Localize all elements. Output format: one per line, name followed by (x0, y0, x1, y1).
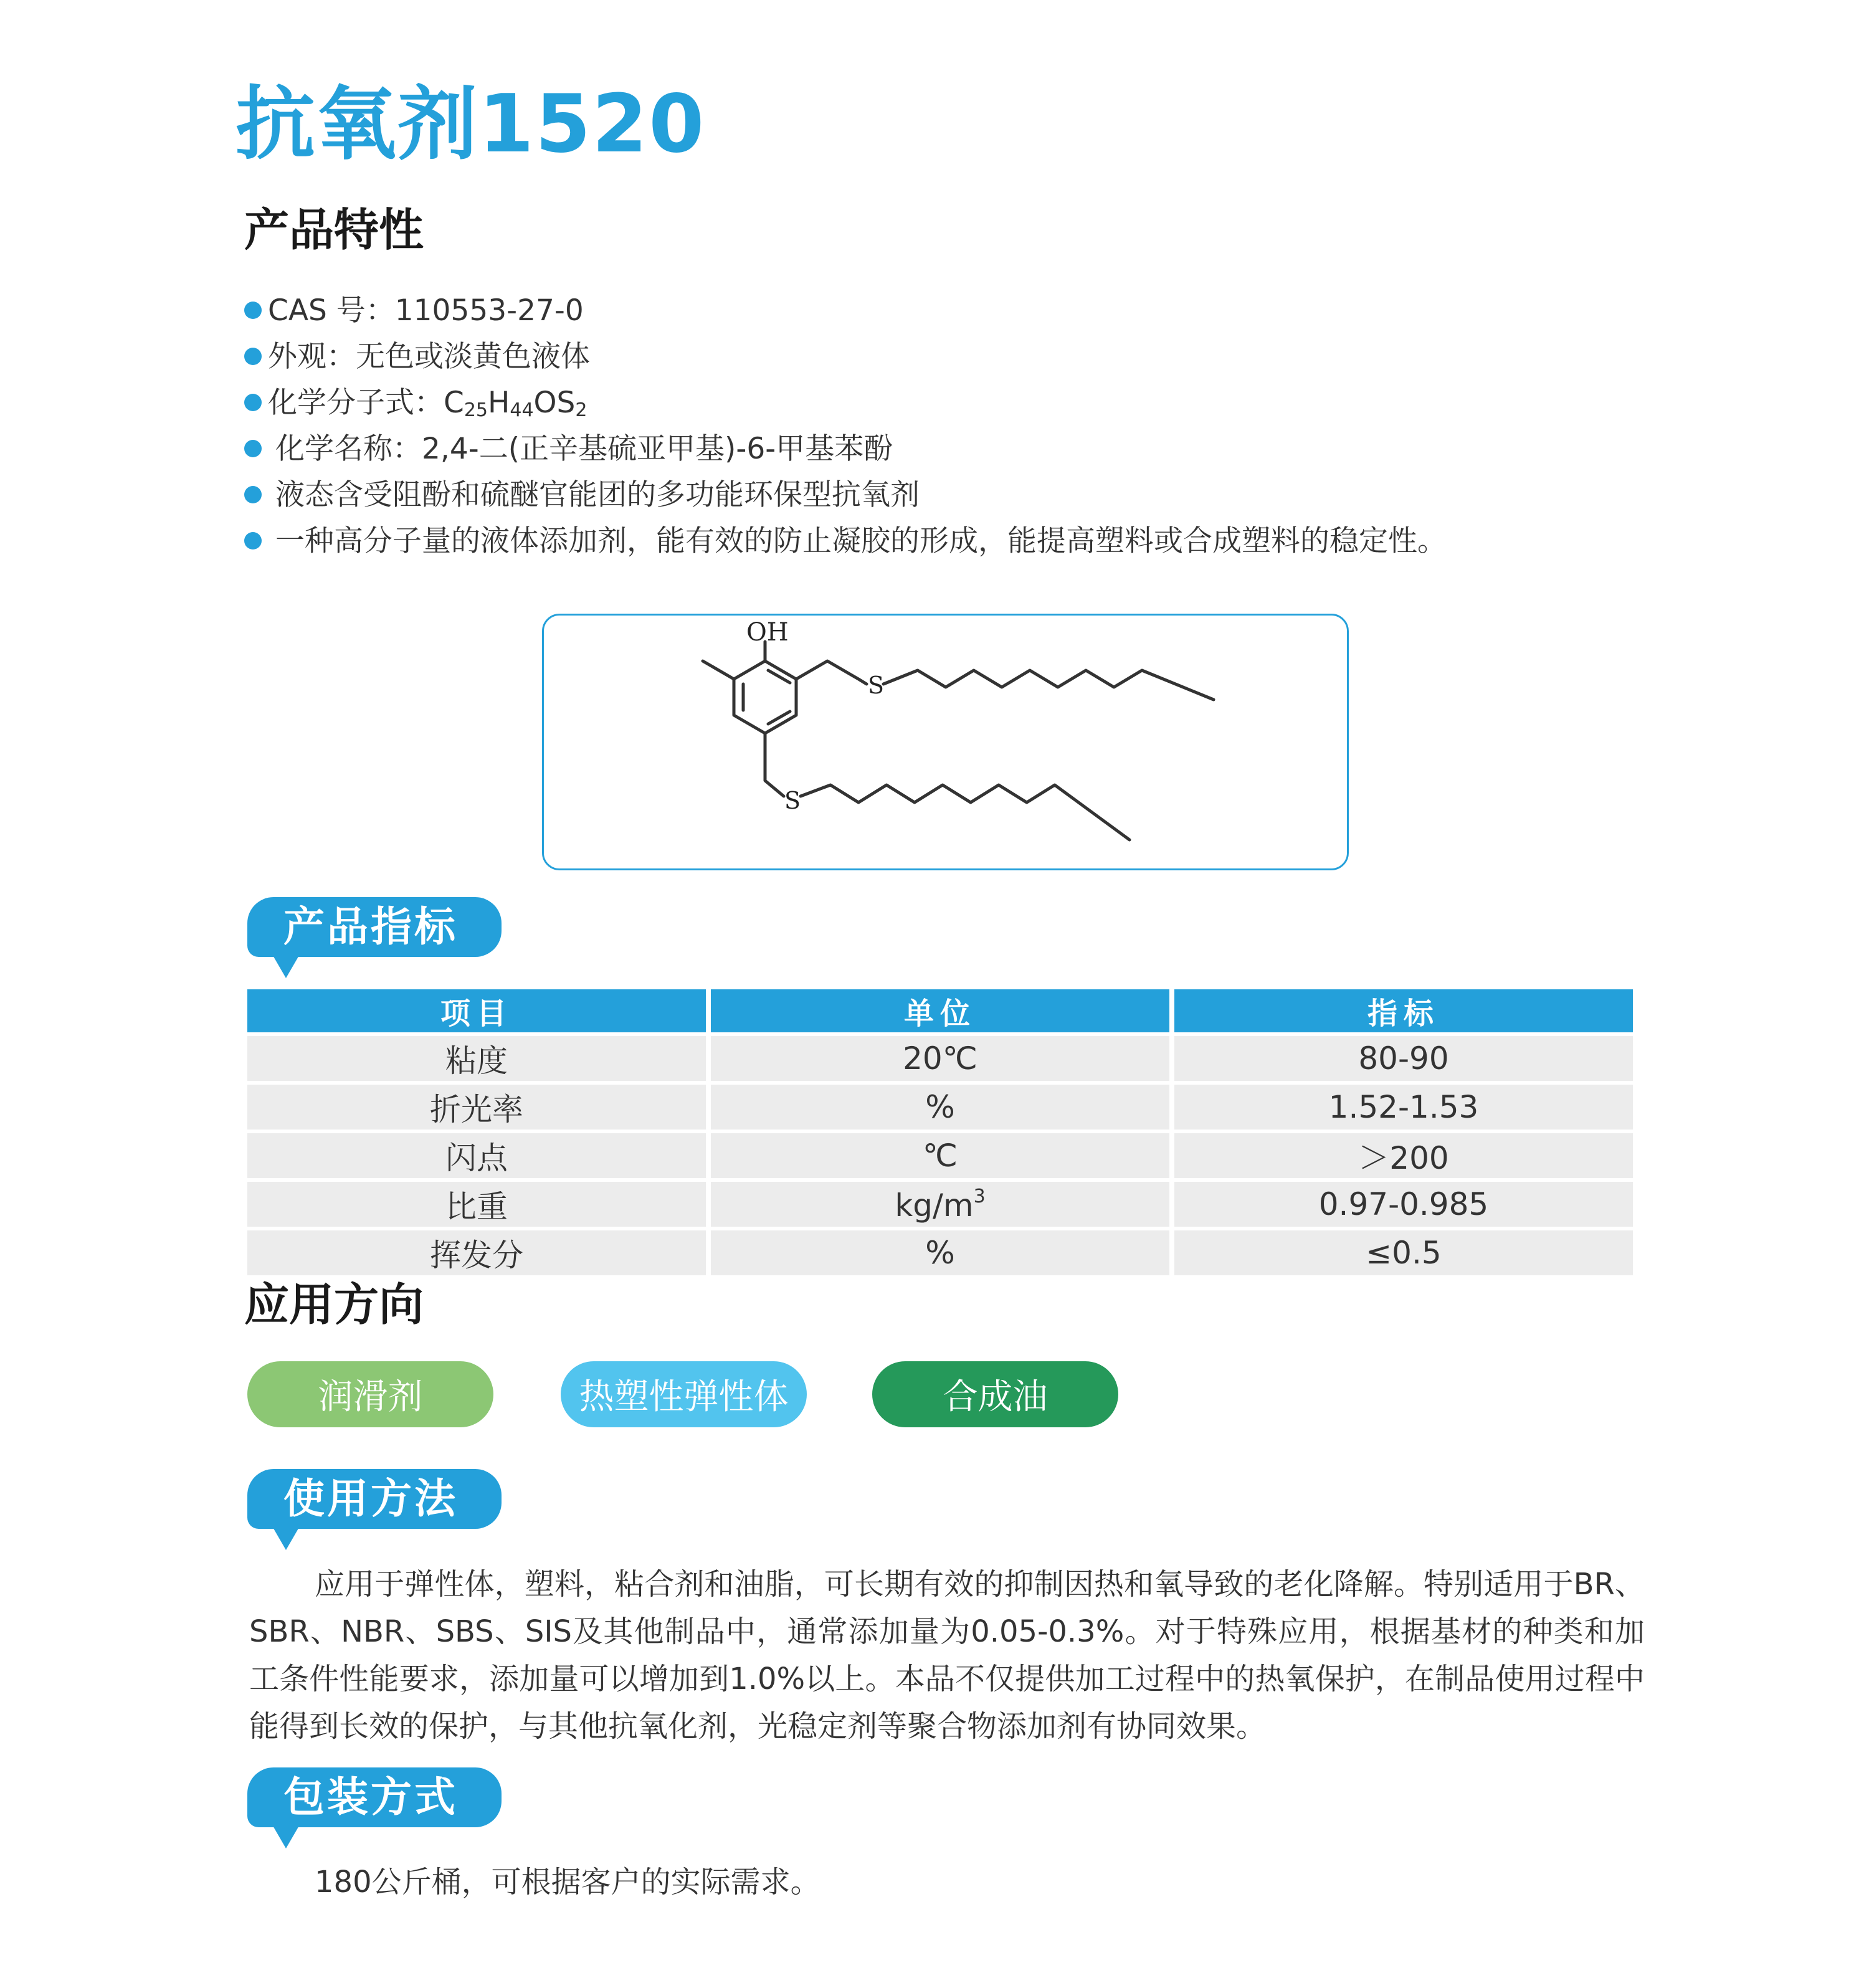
bullet-icon (244, 486, 262, 503)
cell-value: ＞200 (1174, 1133, 1633, 1178)
cell-item: 粘度 (247, 1036, 706, 1081)
packaging-section-tag (247, 1767, 502, 1827)
upper-octyl-chain-2 (883, 670, 1214, 700)
usage-heading: 使用方法 (283, 1475, 458, 1523)
spec-table (242, 986, 1638, 1279)
lower-methylene (765, 733, 784, 796)
feature-appearance: 外观：无色或淡黄色液体 (244, 334, 1447, 380)
bullet-icon (244, 302, 262, 319)
table-row (247, 1036, 1633, 1081)
chemical-structure-box (542, 614, 1349, 870)
usage-section-tag (247, 1469, 502, 1529)
bullet-icon (244, 348, 262, 365)
cell-item: 闪点 (247, 1133, 706, 1178)
cell-item: 折光率 (247, 1085, 706, 1130)
application-tpe: 热塑性弹性体 (561, 1361, 807, 1427)
cell-unit: % (711, 1230, 1169, 1275)
bullet-icon (244, 440, 262, 457)
application-heading: 应用方向 (244, 1278, 424, 1331)
cell-item: 挥发分 (247, 1230, 706, 1275)
feature-chem-name: 化学名称：2,4-二(正辛基硫亚甲基)-6-甲基苯酚 (244, 426, 1447, 472)
application-lubricant: 润滑剂 (247, 1361, 493, 1427)
lower-octyl-chain (801, 785, 1129, 840)
table-row (247, 1133, 1633, 1178)
bullet-icon (244, 532, 262, 549)
feature-formula: 化学分子式：$C_{25}H_{44}OS_2$ (244, 380, 1447, 426)
usage-text: 应用于弹性体，塑料，粘合剂和油脂，可长期有效的抑制因热和氧导致的老化降解。特别适用于BR、SBR、NBR、SBS、SIS及其他制品中，通常添加量为0.05-0.3%。对于特殊应用，根据基材的种类和加工条件性能要求，添加量可以增加到1.0%以上。本品不仅提供加工过程中的热氧保护，在制品使用过程中能得到长效的保护，与其他抗氧化剂，光稳定剂等聚合物添加剂有协同效果。 (249, 1567, 1645, 1744)
cell-unit: $kg/m^3$ (711, 1182, 1169, 1227)
cell-unit: 20℃ (711, 1036, 1169, 1081)
table-row (247, 1085, 1633, 1130)
cell-value: 1.52-1.53 (1174, 1085, 1633, 1130)
oh-label: OH (746, 618, 789, 647)
cell-value: ≤0.5 (1174, 1230, 1633, 1275)
formula: $C_{25}H_{44}OS_2$ (444, 386, 587, 421)
feature-desc1: 液态含受阻酚和硫醚官能团的多功能环保型抗氧剂 (244, 472, 1447, 518)
packaging-heading: 包装方式 (283, 1773, 458, 1821)
cell-value: 80-90 (1174, 1036, 1633, 1081)
table-row (247, 1230, 1633, 1275)
bullet-icon (244, 394, 262, 411)
packaging-text: 180公斤桶，可根据客户的实际需求。 (315, 1865, 820, 1900)
application-synthetic-oil: 合成油 (872, 1361, 1118, 1427)
cell-value: 0.97-0.985 (1174, 1182, 1633, 1227)
table-row (247, 1182, 1633, 1227)
sulfur-label-lower: S (784, 787, 801, 814)
methyl-bond (703, 661, 734, 679)
page-title: 抗氧剂1520 (235, 78, 706, 171)
feature-cas: CAS 号：110553-27-0 (244, 288, 1447, 334)
cell-item: 比重 (247, 1182, 706, 1227)
cell-unit: % (711, 1085, 1169, 1130)
cell-unit: ℃ (711, 1133, 1169, 1178)
column-header-item: 项目 (247, 989, 706, 1032)
chemical-structure-diagram (544, 616, 1351, 872)
column-header-unit: 单位 (711, 989, 1169, 1032)
spec-heading: 产品指标 (283, 903, 458, 951)
sulfur-label-upper: S (868, 672, 885, 699)
features-list (244, 288, 1447, 564)
features-heading: 产品特性 (244, 204, 424, 256)
spec-section-tag (247, 897, 502, 957)
column-header-value: 指标 (1174, 989, 1633, 1032)
feature-desc2: 一种高分子量的液体添加剂，能有效的防止凝胶的形成，能提高塑料或合成塑料的稳定性。 (244, 518, 1447, 564)
table-header-row (247, 989, 1633, 1032)
upper-octyl-chain (796, 661, 867, 684)
